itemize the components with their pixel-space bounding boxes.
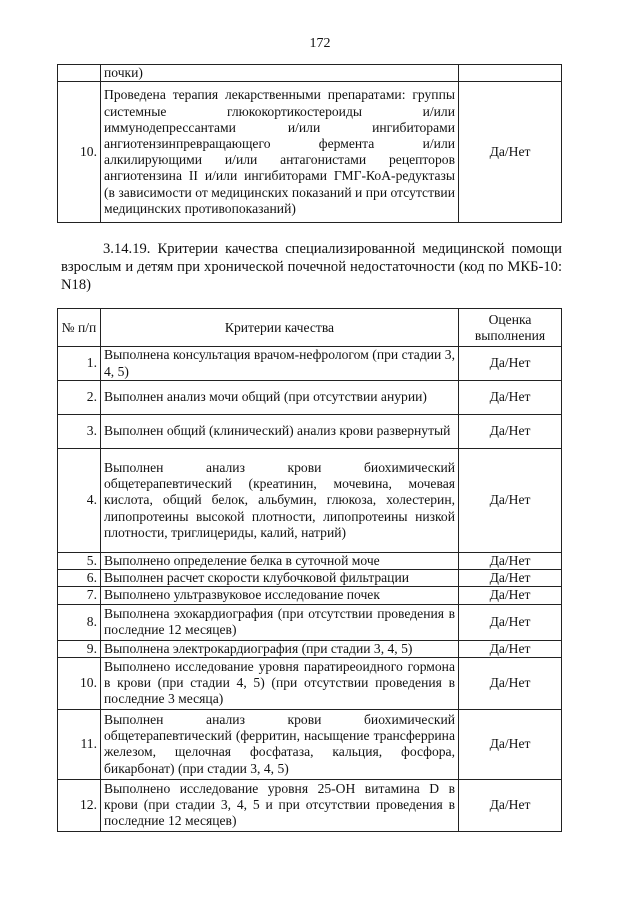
table-row — [58, 709, 562, 779]
criterion-text: Выполнено определение белка в суточной моче — [101, 553, 459, 570]
evaluation-cell — [459, 65, 562, 82]
criterion-text: Выполнена консультация врачом-нефрологом (при стадии 3, 4, 5) — [101, 347, 459, 381]
table-row — [58, 657, 562, 709]
row-number: 2. — [58, 381, 101, 415]
criterion-text: Выполнен анализ крови биохимический общетерапевтический (креатинин, мочевина, мочевая кислота, общий белок, альбумин, глюкоза, холестерин, липопротеины высокой плотности, липопротеины низкой плотности, триглицериды, калий, натрий) — [101, 449, 459, 553]
evaluation-cell: Да/Нет — [459, 657, 562, 709]
page-number: 172 — [309, 36, 331, 51]
criterion-text: Выполнена эхокардиография (при отсутствии проведения в последние 12 месяцев) — [101, 604, 459, 640]
table-row — [58, 604, 562, 640]
criterion-text: почки) — [101, 65, 459, 82]
criterion-text: Выполнен общий (клинический) анализ крови развернутый — [101, 415, 459, 449]
evaluation-cell: Да/Нет — [459, 640, 562, 657]
table-row — [58, 553, 562, 570]
row-number: 10. — [58, 657, 101, 709]
header-criteria: Критерии качества — [101, 309, 459, 347]
evaluation-cell: Да/Нет — [459, 604, 562, 640]
evaluation-cell: Да/Нет — [459, 415, 562, 449]
evaluation-cell: Да/Нет — [459, 82, 562, 223]
table-row — [58, 347, 562, 381]
row-number: 9. — [58, 640, 101, 657]
row-number: 10. — [58, 82, 101, 223]
row-number: 12. — [58, 779, 101, 831]
criterion-text: Выполнен анализ крови биохимический общетерапевтический (ферритин, насыщение трансферрина железом, щелочная фосфатаза, кальция, фосфора, бикарбонат) (при стадии 3, 4, 5) — [101, 709, 459, 779]
table-row — [58, 415, 562, 449]
evaluation-cell: Да/Нет — [459, 553, 562, 570]
row-number — [58, 65, 101, 82]
table-row — [58, 381, 562, 415]
table-row — [58, 640, 562, 657]
row-number: 5. — [58, 553, 101, 570]
criterion-text: Проведена терапия лекарственными препаратами: группы системные глюкокортикостероиды и/или иммунодепрессантами и/или ингибиторами ангиотензинпревращающего фермента и/или алкилирующими и/или антагонистами рецепторов ангиотензина II и/или ингибиторами ГМГ-КоА-редуктазы (в зависимости от медицинских показаний и при отсутствии медицинских противопоказаний) — [101, 82, 459, 223]
row-number: 6. — [58, 570, 101, 587]
header-number: № п/п — [58, 309, 101, 347]
evaluation-cell: Да/Нет — [459, 587, 562, 604]
criterion-text: Выполнен анализ мочи общий (при отсутствии анурии) — [101, 381, 459, 415]
row-number: 4. — [58, 449, 101, 553]
criterion-text: Выполнен расчет скорости клубочковой фильтрации — [101, 570, 459, 587]
criterion-text: Выполнено исследование уровня паратиреоидного гормона в крови (при стадии 4, 5) (при отсутствии проведения в последние 3 месяца) — [101, 657, 459, 709]
table-row — [58, 449, 562, 553]
evaluation-cell: Да/Нет — [459, 381, 562, 415]
section-heading: 3.14.19. Критерии качества специализированной медицинской помощи взрослым и детям при хронической почечной недостаточности (код по МКБ-10: N18) — [61, 241, 562, 293]
row-number: 7. — [58, 587, 101, 604]
evaluation-cell: Да/Нет — [459, 779, 562, 831]
evaluation-cell: Да/Нет — [459, 347, 562, 381]
criterion-text: Выполнена электрокардиография (при стадии 3, 4, 5) — [101, 640, 459, 657]
evaluation-cell: Да/Нет — [459, 709, 562, 779]
table-row — [58, 779, 562, 831]
evaluation-cell: Да/Нет — [459, 570, 562, 587]
row-number: 8. — [58, 604, 101, 640]
evaluation-cell: Да/Нет — [459, 449, 562, 553]
table-header-row — [58, 309, 562, 347]
quality-criteria-table — [57, 308, 562, 832]
row-number: 11. — [58, 709, 101, 779]
row-number: 1. — [58, 347, 101, 381]
header-evaluation: Оценка выполнения — [459, 309, 562, 347]
criterion-text: Выполнено исследование уровня 25-ОН витамина D в крови (при стадии 3, 4, 5 и при отсутствии проведения в последние 12 месяцев) — [101, 779, 459, 831]
row-number: 3. — [58, 415, 101, 449]
criterion-text: Выполнено ультразвуковое исследование почек — [101, 587, 459, 604]
table-row — [58, 65, 562, 82]
table-row — [58, 587, 562, 604]
table-row — [58, 570, 562, 587]
continued-criteria-table — [57, 64, 562, 223]
table-row — [58, 82, 562, 223]
